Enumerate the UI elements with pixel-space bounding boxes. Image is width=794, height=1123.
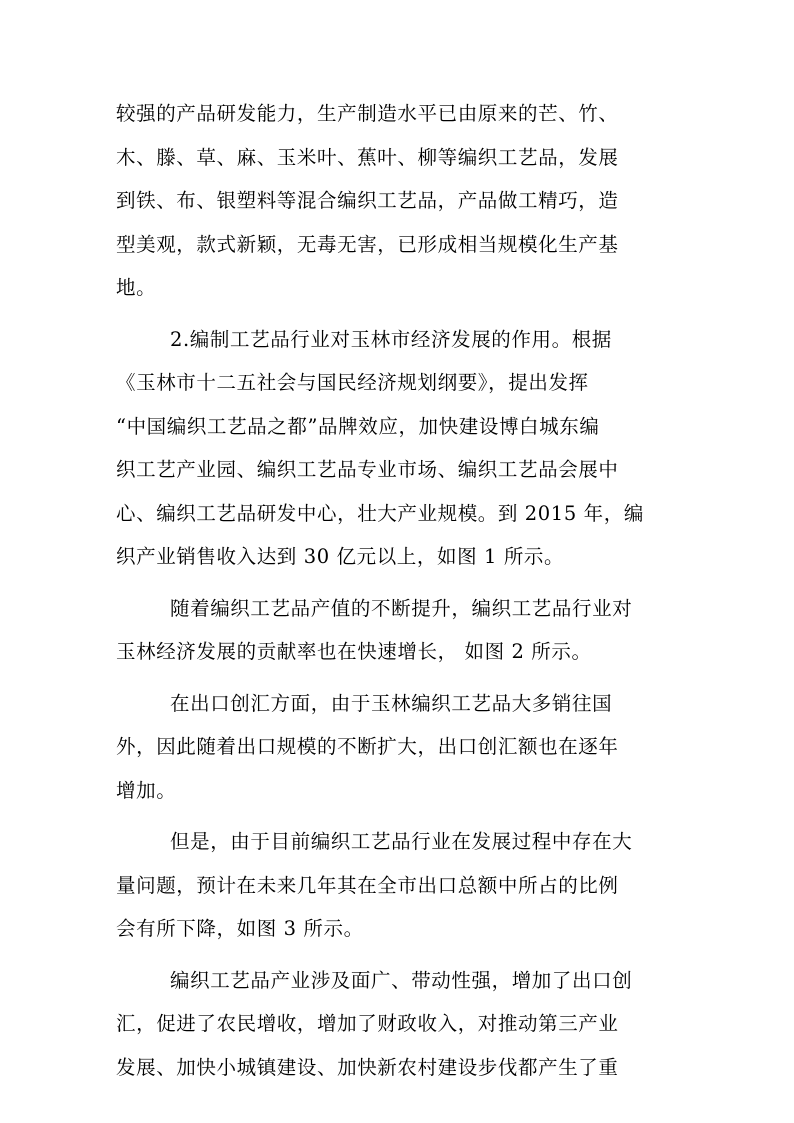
paragraph-gap: [116, 310, 682, 318]
text-line: 发展、加快小城镇建设、加快新农村建设步伐都产生了重: [116, 1055, 619, 1079]
text-line: 心、编织工艺品研发中心，壮大产业规模。到 2015 年，编: [116, 501, 644, 525]
text-line: 但是，由于目前编织工艺品行业在发展过程中存在大: [170, 830, 633, 853]
text-line: 织工艺产业园、编织工艺品专业市场、编织工艺品会展中: [116, 458, 619, 481]
text-line: 编织工艺品产业涉及面广、带动性强，增加了出口创: [170, 968, 633, 992]
text-line: 型美观，款式新颖，无毒无害，已形成相当规模化生产基: [116, 232, 619, 256]
text-line: “中国编织工艺品之都”品牌效应，加快建设博白城东编: [116, 414, 600, 438]
text-line: 玉林经济发展的贡献率也在快速增长， 如图 2 所示。: [116, 640, 592, 663]
text-line: 外，因此随着出口规模的不断扩大，出口创汇额也在逐年: [116, 735, 619, 758]
paragraph-gap: [116, 674, 682, 682]
text-line: 较强的产品研发能力，生产制造水平已由原来的芒、竹、: [116, 102, 619, 125]
text-line: 《玉林市十二五社会与国民经济规划纲要》，提出发挥: [116, 371, 589, 394]
text-line: 地。: [116, 276, 157, 299]
text-line: 会有所下降，如图 3 所示。: [116, 917, 364, 940]
text-line: 增加。: [116, 778, 177, 802]
text-line: 汇，促进了农民增收，增加了财政收入，对推动第三产业: [116, 1012, 619, 1035]
text-line: 到铁、布、银塑料等混合编织工艺品，产品做工精巧，造: [116, 189, 619, 212]
text-line: 在出口创汇方面，由于玉林编织工艺品大多销往国: [170, 691, 613, 715]
body-text: [116, 92, 682, 1089]
paragraph-gap: [116, 951, 682, 959]
text-line: 量问题，预计在未来几年其在全市出口总额中所占的比例: [116, 873, 619, 897]
paragraph-gap: [116, 812, 682, 820]
paragraph-gap: [116, 579, 682, 587]
text-line: 木、滕、草、麻、玉米叶、蕉叶、柳等编织工艺品，发展: [116, 145, 619, 169]
text-line: 织产业销售收入达到 30 亿元以上，如图 1 所示。: [116, 545, 565, 568]
text-line: 随着编织工艺品产值的不断提升，编织工艺品行业对: [170, 596, 633, 620]
text-line: 2.编制工艺品行业对玉林市经济发展的作用。根据: [170, 327, 612, 351]
